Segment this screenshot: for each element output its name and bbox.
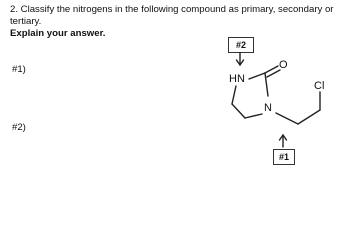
question-line-1: 2. Classify the nitrogens in the following compound as primary, secondary or tertiary.	[10, 4, 334, 27]
bond-chain1-chain2	[298, 110, 320, 124]
callout-box-2: #2	[228, 37, 254, 53]
atom-cl: Cl	[314, 80, 325, 92]
atom-o: O	[279, 59, 288, 71]
bond-ch2-hn	[232, 86, 236, 104]
callout-box-1: #1	[273, 149, 295, 165]
answer-label-1: #1)	[12, 64, 26, 75]
atom-n: N	[264, 102, 272, 114]
bond-n-chain1	[276, 113, 298, 124]
question-instruction: Explain your answer.	[10, 28, 106, 39]
answer-label-2: #2)	[12, 122, 26, 133]
bond-n-ch2	[245, 114, 262, 118]
bond-ch2-ch2	[232, 104, 245, 118]
bond-hn-c	[249, 73, 265, 79]
atom-hn: HN	[229, 73, 245, 85]
